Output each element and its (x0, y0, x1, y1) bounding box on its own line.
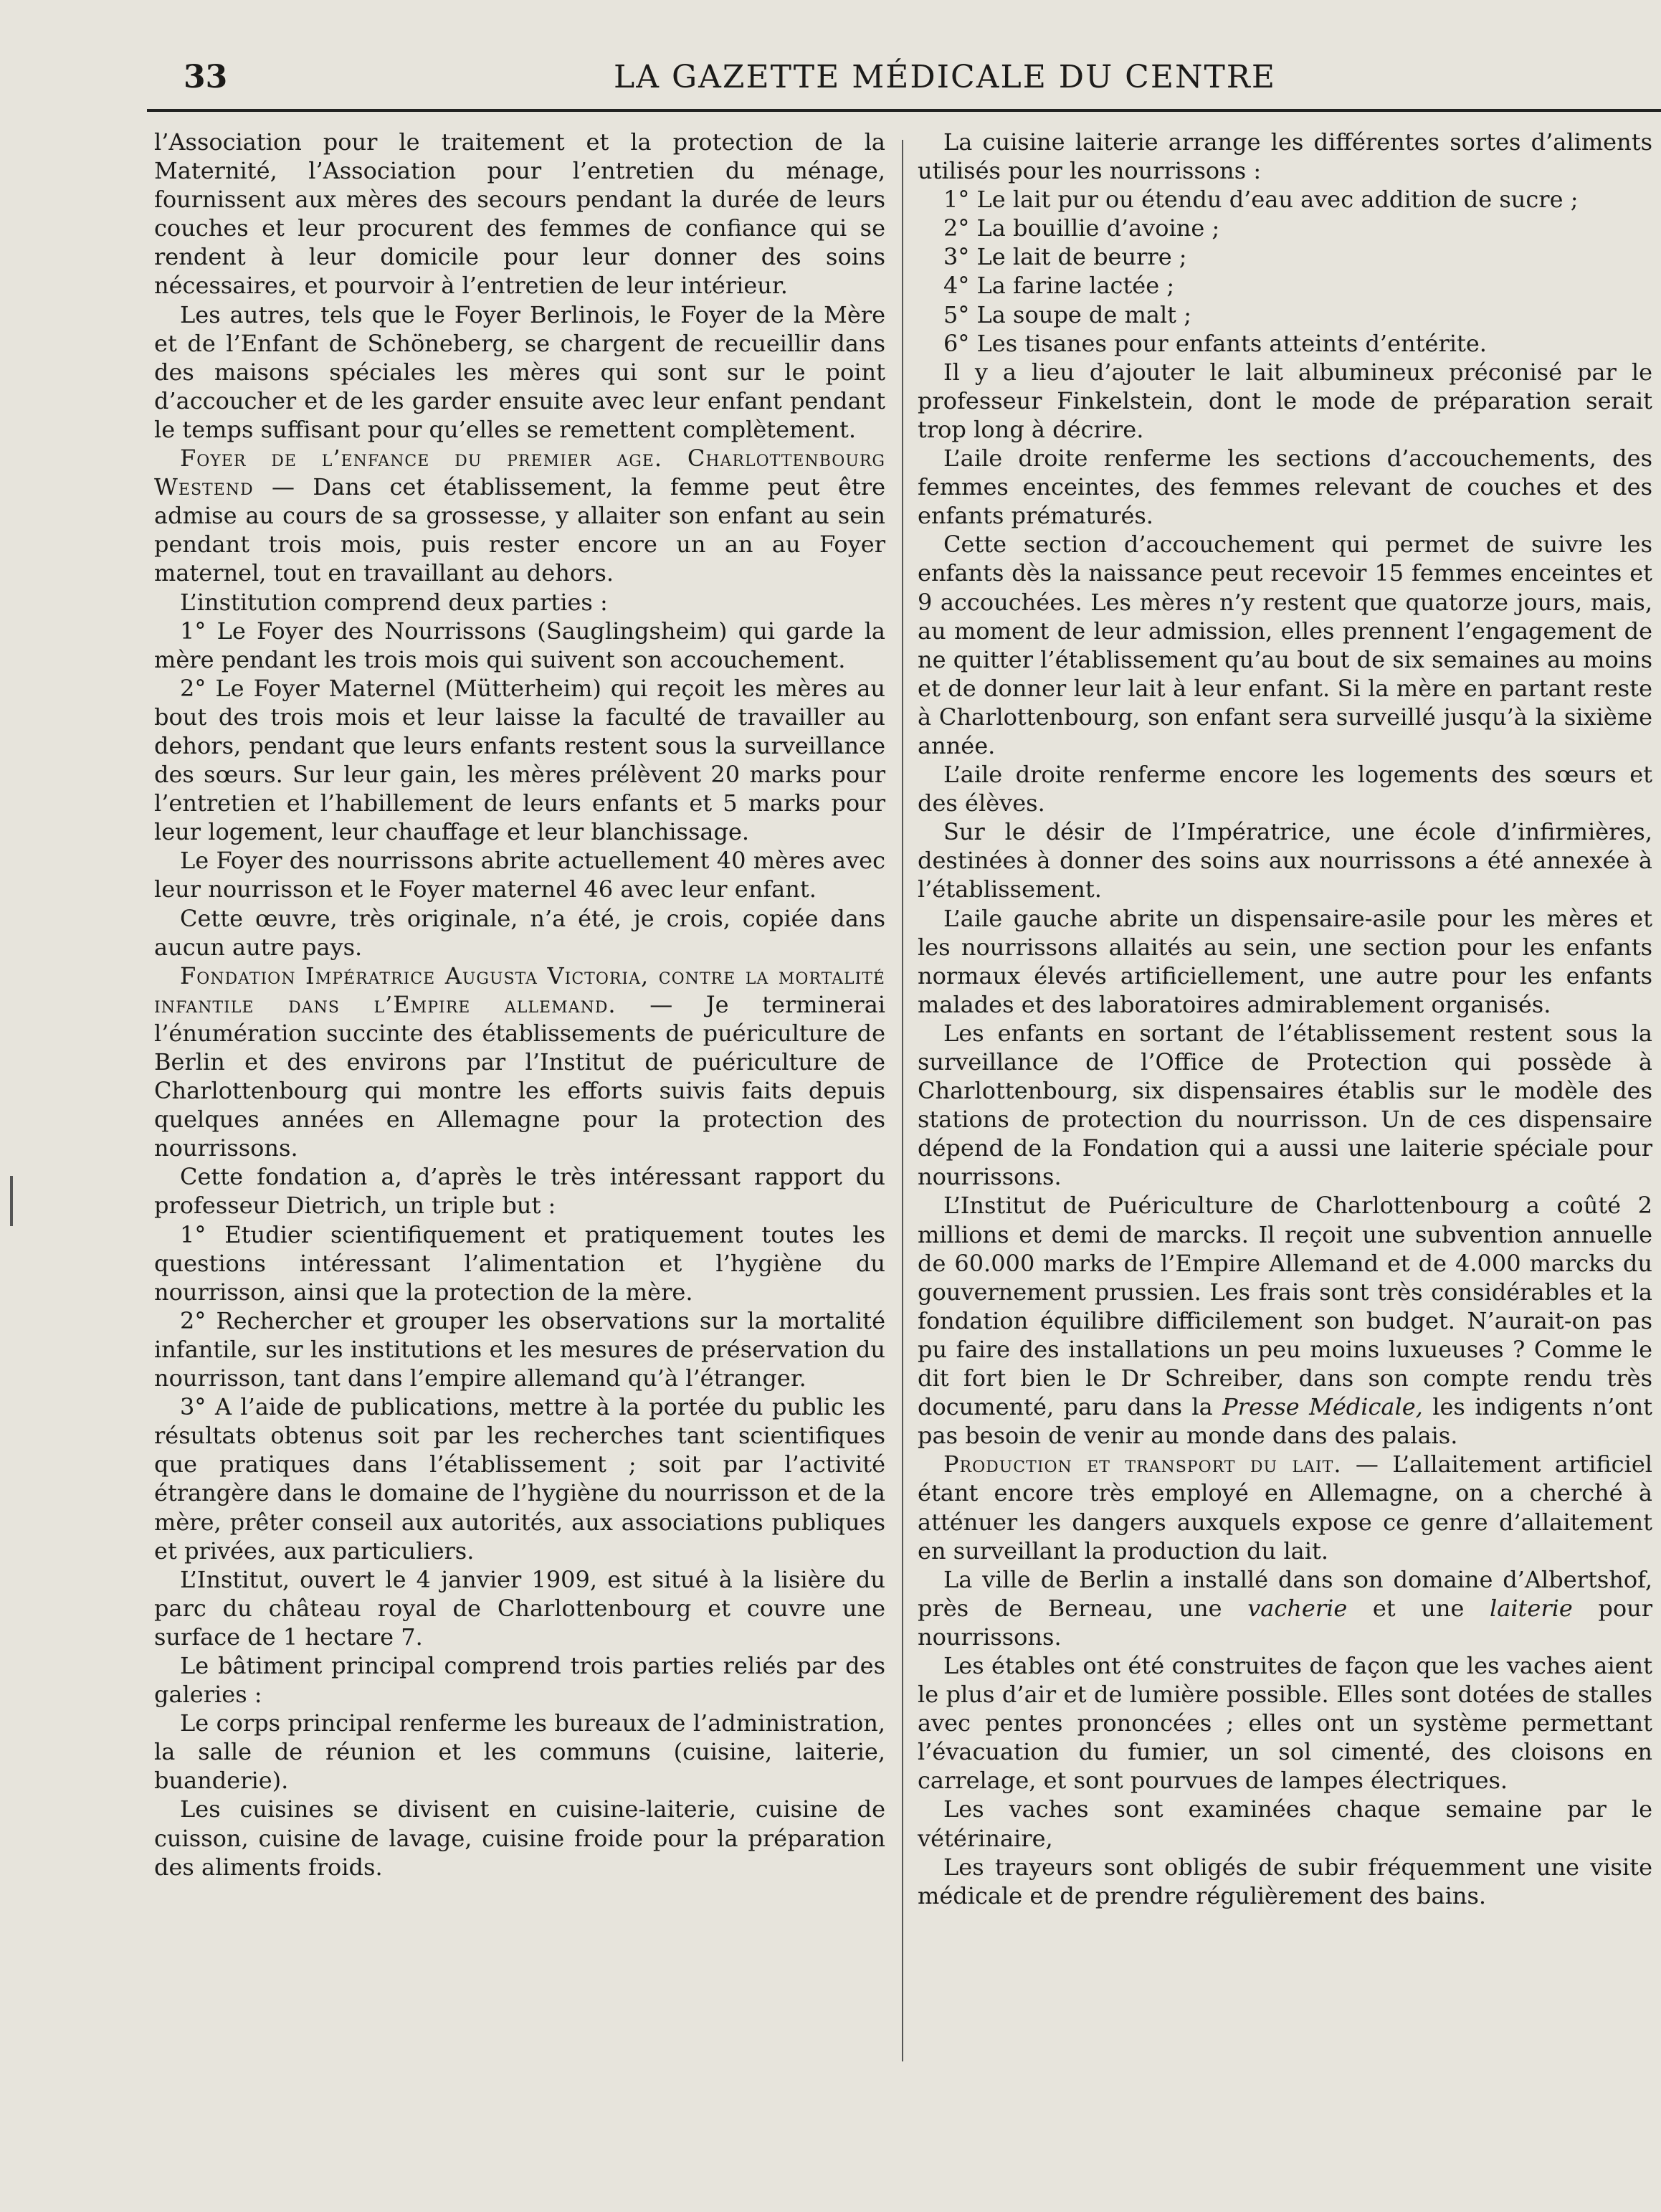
list-item: 5° La soupe de malt ; (943, 300, 1191, 328)
paragraph: Cette section d’accouchement qui permet de suivre les enfants dès la naissance peut recevoir 15 femmes enceintes et 9 accouchées. Les mères n’y restent que quatorze jours, mais, au moment de leur admission, elles prennent l’engagement de ne quitter l’établissement qu’au bout de six semaines au moins et de donner leur lait à leur enfant. Si la mère en partant reste à Charlottenbourg, son enfant sera surveillé jusqu’à la sixième année. (918, 531, 1652, 759)
paragraph-text: les indigents n’ont pas besoin de venir au monde dans des palais. (918, 1393, 1653, 1450)
paragraph: L’aile droite renferme encore les logements des sœurs et des élèves. (918, 761, 1652, 817)
paragraph: Cette fondation a, d’après le très intéressant rapport du professeur Dietrich, un triple but : (154, 1163, 885, 1220)
paragraph: Les étables ont été construites de façon que les vaches aient le plus d’air et de lumière possible. Elles sont dotées de stalles avec pentes prononcées ; elles ont un système permettant l’évacuation du fumier, un sol cimenté, des cloisons en carrelage, et sont pourvues de lampes électriques. (918, 1651, 1652, 1795)
list-item: 3° Le lait de beurre ; (943, 243, 1187, 271)
paragraph: L’aile gauche abrite un dispensaire-asile pour les mères et les nourrissons allaités au sein, une section pour les enfants normaux élevés artificiellement, une autre pour les enfants malades et des laboratoires admirablement organisés. (918, 904, 1652, 1018)
paragraph (918, 1191, 1652, 1450)
margin-mark (10, 1176, 13, 1226)
page-number: 33 (184, 59, 228, 95)
paragraph: 1° Etudier scientifiquement et pratiquement toutes les questions intéressant l’alimentation et l’hygiène du nourrisson, ainsi que la protection de la mère. (154, 1220, 885, 1306)
paragraph: Cette œuvre, très originale, n’a été, je crois, copiée dans aucun autre pays. (154, 904, 885, 961)
paragraph: Les enfants en sortant de l’établissement restent sous la surveillance de l’Office de Protection qui possède à Charlottenbourg, six dispensaires établis sur le modèle des stations de protection du nourrisson. Un de ces dispensaire dépend de la Fondation qui a aussi une laiterie spéciale pour nourrissons. (918, 1019, 1652, 1191)
paragraph: Les autres, tels que le Foyer Berlinois, le Foyer de la Mère et de l’Enfant de Schöneberg, se chargent de recueillir dans des maisons spéciales les mères qui sont sur le point d’accoucher et de les garder ensuite avec leur enfant pendant le temps suffisant pour qu’elles se remettent complètement. (154, 300, 885, 443)
emphasis-vacherie: vacherie (1247, 1594, 1348, 1622)
paragraph (154, 962, 885, 1163)
paragraph (154, 444, 885, 587)
paragraph: Le corps principal renferme les bureaux de l’administration, la salle de réunion et les communs (cuisine, laiterie, buanderie). (154, 1709, 885, 1795)
list-item: 1° Le lait pur ou étendu d’eau avec addition de sucre ; (943, 186, 1579, 214)
paragraph (918, 1450, 1652, 1565)
emphasis-laiterie: laiterie (1489, 1594, 1573, 1622)
paragraph: Sur le désir de l’Impératrice, une école d’infirmières, destinées à donner des soins aux nourrissons a été annexée à l’établissement. (918, 818, 1652, 903)
right-column (918, 128, 1652, 1910)
paragraph: 2° Rechercher et grouper les observations sur la mortalité infantile, sur les institutions et les mesures de préservation du nourrisson, tant dans l’empire allemand qu’à l’étranger. (154, 1306, 885, 1392)
paragraph: Les cuisines se divisent en cuisine-laiterie, cuisine de cuisson, cuisine de lavage, cuisine froide pour la préparation des aliments froids. (154, 1795, 885, 1881)
paragraph: La cuisine laiterie arrange les différentes sortes d’aliments utilisés pour les nourrissons : (918, 128, 1652, 185)
paragraph: 3° A l’aide de publications, mettre à la portée du public les résultats obtenus soit par les recherches tant scientifiques que pratiques dans l’établissement ; soit par l’activité étrangère dans le domaine de l’hygiène du nourrisson et de la mère, prêter conseil aux autorités, aux associations publiques et privées, aux particuliers. (154, 1393, 885, 1565)
paragraph: Le Foyer des nourrissons abrite actuellement 40 mères avec leur nourrisson et le Foyer maternel 46 avec leur enfant. (154, 847, 885, 903)
paragraph (918, 1565, 1652, 1651)
paragraph-text: L’Institut de Puériculture de Charlottenbourg a coûté 2 millions et demi de marcks. Il reçoit une subvention annuelle de 60.000 marks de l’Empire Allemand et de 4.000 marcks du gouvernement prussien. Les frais sont très considérables et la fondation équilibre difficilement son budget. N’aurait-on pas pu faire des installations un peu moins luxueuses ? Comme le dit fort bien le Dr Schreiber, dans son compte rendu très documenté, paru dans la (918, 1192, 1652, 1421)
list-item: 4° La farine lactée ; (943, 272, 1175, 300)
journal-name: Presse Médicale, (1222, 1393, 1423, 1421)
paragraph: 2° Le Foyer Maternel (Mütterheim) qui reçoit les mères au bout des trois mois et leur laisse la faculté de travailler au dehors, pendant que leurs enfants restent sous la surveillance des sœurs. Sur leur gain, les mères prélèvent 20 marks pour l’entretien et l’habillement de leurs enfants et 5 marks pour leur logement, leur chauffage et leur blanchissage. (154, 674, 885, 846)
paragraph: L’Institut, ouvert le 4 janvier 1909, est situé à la lisière du parc du château royal de Charlottenbourg et couvre une surface de 1 hectare 7. (154, 1565, 885, 1651)
left-column (154, 128, 885, 1881)
header-rule (147, 109, 1661, 112)
paragraph: Il y a lieu d’ajouter le lait albumineux préconisé par le professeur Finkelstein, dont le mode de préparation serait trop long à décrire. (918, 358, 1652, 443)
paragraph-text: — L’allaitement artificiel étant encore très employé en Allemagne, on a cherché à atténuer les dangers auxquels expose ce genre d’allaitement en surveillant la production du lait. (918, 1451, 1653, 1565)
paragraph: Les vaches sont examinées chaque semaine par le vétérinaire, (918, 1795, 1652, 1852)
paragraph-text: — Je terminerai l’énumération succinte des établissements de puériculture de Berlin et des environs par l’Institut de puériculture de Charlottenbourg qui montre les efforts suivis faits depuis quelques années en Allemagne pour la protection des nourrissons. (154, 990, 885, 1162)
paragraph: l’Association pour le traitement et la protection de la Maternité, l’Association pour l’entretien du ménage, fournissent aux mères des secours pendant la durée de leurs couches et leur procurent des femmes de confiance qui se rendent à leur domicile pour leur donner des soins nécessaires, et pourvoir à l’entretien de leur intérieur. (154, 128, 885, 300)
paragraph-text: et une (1372, 1594, 1465, 1622)
paragraph: L’institution comprend deux parties : (180, 588, 608, 616)
paragraph-text: La ville de Berlin a installé dans son domaine d’Albertshof, près de Berneau, une (918, 1565, 1652, 1622)
paragraph: L’aile droite renferme les sections d’accouchements, des femmes enceintes, des femmes relevant de couches et des enfants prématurés. (918, 445, 1652, 530)
paragraph-text: pour nourrissons. (918, 1594, 1653, 1651)
paragraph: Le bâtiment principal comprend trois parties reliés par des galeries : (154, 1651, 885, 1709)
section-heading: Production et transport du lait. (943, 1451, 1342, 1478)
page-header (184, 52, 1660, 109)
paragraph: 1° Le Foyer des Nourrissons (Sauglingsheim) qui garde la mère pendant les trois mois qui suivent son accouchement. (154, 617, 885, 673)
journal-title: LA GAZETTE MÉDICALE DU CENTRE (614, 59, 1277, 95)
list-item: 2° La bouillie d’avoine ; (943, 214, 1220, 242)
paragraph: Les trayeurs sont obligés de subir fréquemment une visite médicale et de prendre régulièrement des bains. (918, 1853, 1652, 1909)
section-heading: Foyer de l’enfance du premier age. Charlottenbourg Westend (154, 445, 885, 501)
column-divider (902, 140, 903, 2061)
paragraph-text: — Dans cet établissement, la femme peut être admise au cours de sa grossesse, y allaiter son enfant au sein pendant trois mois, puis rester encore un an au Foyer maternel, tout en travaillant au dehors. (154, 473, 886, 587)
section-heading: Fondation Impératrice Augusta Victoria, contre la mortalité infantile dans l’Empire allemand. (154, 962, 885, 1018)
list-item: 6° Les tisanes pour enfants atteints d’entérite. (943, 329, 1487, 357)
